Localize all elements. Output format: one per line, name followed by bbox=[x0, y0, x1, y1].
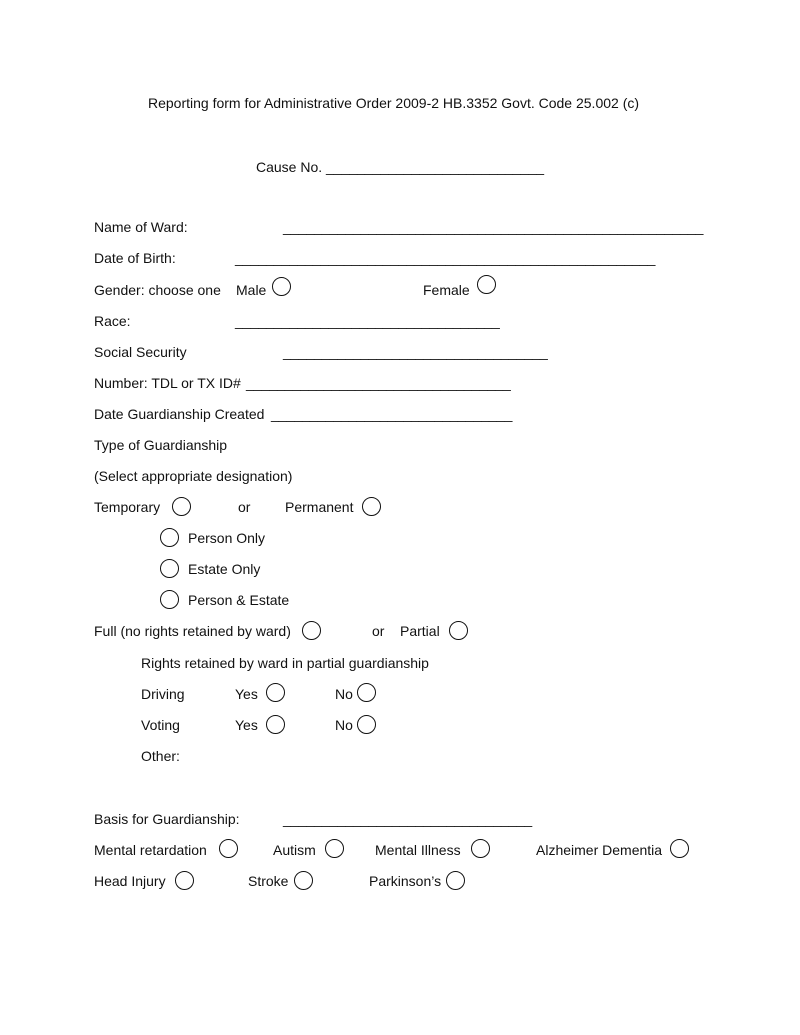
race-label: Race: bbox=[94, 313, 131, 329]
alzheimer-dementia-label: Alzheimer Dementia bbox=[536, 842, 663, 858]
temporary-radio[interactable] bbox=[172, 497, 191, 516]
partial-label: Partial bbox=[400, 623, 440, 639]
cause-number-field[interactable]: ____________________________ bbox=[326, 159, 545, 175]
form-title: Reporting form for Administrative Order 2009-2 HB.3352 Govt. Code 25.002 (c) bbox=[148, 95, 640, 111]
permanent-label: Permanent bbox=[285, 499, 354, 515]
estate-only-label: Estate Only bbox=[188, 561, 261, 577]
date-of-birth-field[interactable]: ______________________________________________________ bbox=[235, 250, 656, 266]
permanent-radio[interactable] bbox=[362, 497, 381, 516]
driving-no-radio[interactable] bbox=[357, 683, 376, 702]
cause-label: Cause No. bbox=[256, 159, 323, 175]
full-guardianship-label: Full (no rights retained by ward) bbox=[94, 623, 291, 639]
gender-male-label: Male bbox=[236, 282, 267, 298]
full-guardianship-radio[interactable] bbox=[302, 621, 321, 640]
alzheimer-dementia-radio[interactable] bbox=[670, 839, 689, 858]
other-rights-label: Other: bbox=[141, 748, 180, 764]
mental-illness-label: Mental Illness bbox=[375, 842, 461, 858]
head-injury-radio[interactable] bbox=[175, 871, 194, 890]
temporary-label: Temporary bbox=[94, 499, 161, 515]
voting-no-radio[interactable] bbox=[357, 715, 376, 734]
gender-label: Gender: choose one bbox=[94, 282, 221, 298]
or-text: or bbox=[372, 623, 385, 639]
head-injury-label: Head Injury bbox=[94, 873, 166, 889]
social-security-field[interactable]: __________________________________ bbox=[283, 344, 548, 360]
date-guardianship-created-field[interactable]: _______________________________ bbox=[271, 406, 513, 422]
person-estate-label: Person & Estate bbox=[188, 592, 290, 608]
type-of-guardianship-label: Type of Guardianship bbox=[94, 437, 228, 453]
parkinsons-radio[interactable] bbox=[446, 871, 465, 890]
mental-illness-radio[interactable] bbox=[471, 839, 490, 858]
partial-radio[interactable] bbox=[449, 621, 468, 640]
mental-retardation-label: Mental retardation bbox=[94, 842, 207, 858]
gender-male-radio[interactable] bbox=[272, 277, 291, 296]
autism-radio[interactable] bbox=[325, 839, 344, 858]
date-of-birth-label: Date of Birth: bbox=[94, 250, 176, 266]
driving-label: Driving bbox=[141, 686, 185, 702]
social-security-label: Social Security bbox=[94, 344, 187, 360]
tdl-number-label: Number: TDL or TX ID# bbox=[94, 375, 241, 391]
voting-label: Voting bbox=[141, 717, 180, 733]
driving-yes-radio[interactable] bbox=[266, 683, 285, 702]
estate-only-radio[interactable] bbox=[160, 559, 179, 578]
rights-retained-heading: Rights retained by ward in partial guardianship bbox=[141, 655, 429, 671]
parkinsons-label: Parkinson’s bbox=[369, 873, 442, 889]
mental-retardation-radio[interactable] bbox=[219, 839, 238, 858]
driving-no-label: No bbox=[335, 686, 353, 702]
driving-yes-label: Yes bbox=[235, 686, 258, 702]
date-guardianship-created-label: Date Guardianship Created bbox=[94, 406, 265, 422]
person-only-label: Person Only bbox=[188, 530, 266, 546]
basis-for-guardianship-label: Basis for Guardianship: bbox=[94, 811, 240, 827]
gender-female-label: Female bbox=[423, 282, 470, 298]
name-of-ward-field[interactable]: ______________________________________________________ bbox=[283, 219, 704, 235]
or-text: or bbox=[238, 499, 251, 515]
basis-for-guardianship-field[interactable]: ________________________________ bbox=[283, 811, 533, 827]
gender-female-radio[interactable] bbox=[477, 275, 496, 294]
stroke-radio[interactable] bbox=[294, 871, 313, 890]
name-of-ward-label: Name of Ward: bbox=[94, 219, 188, 235]
person-estate-radio[interactable] bbox=[160, 590, 179, 609]
person-only-radio[interactable] bbox=[160, 528, 179, 547]
race-field[interactable]: __________________________________ bbox=[235, 313, 500, 329]
voting-no-label: No bbox=[335, 717, 353, 733]
stroke-label: Stroke bbox=[248, 873, 289, 889]
tdl-number-field[interactable]: __________________________________ bbox=[246, 375, 511, 391]
autism-label: Autism bbox=[273, 842, 316, 858]
select-designation-note: (Select appropriate designation) bbox=[94, 468, 293, 484]
voting-yes-radio[interactable] bbox=[266, 715, 285, 734]
voting-yes-label: Yes bbox=[235, 717, 258, 733]
